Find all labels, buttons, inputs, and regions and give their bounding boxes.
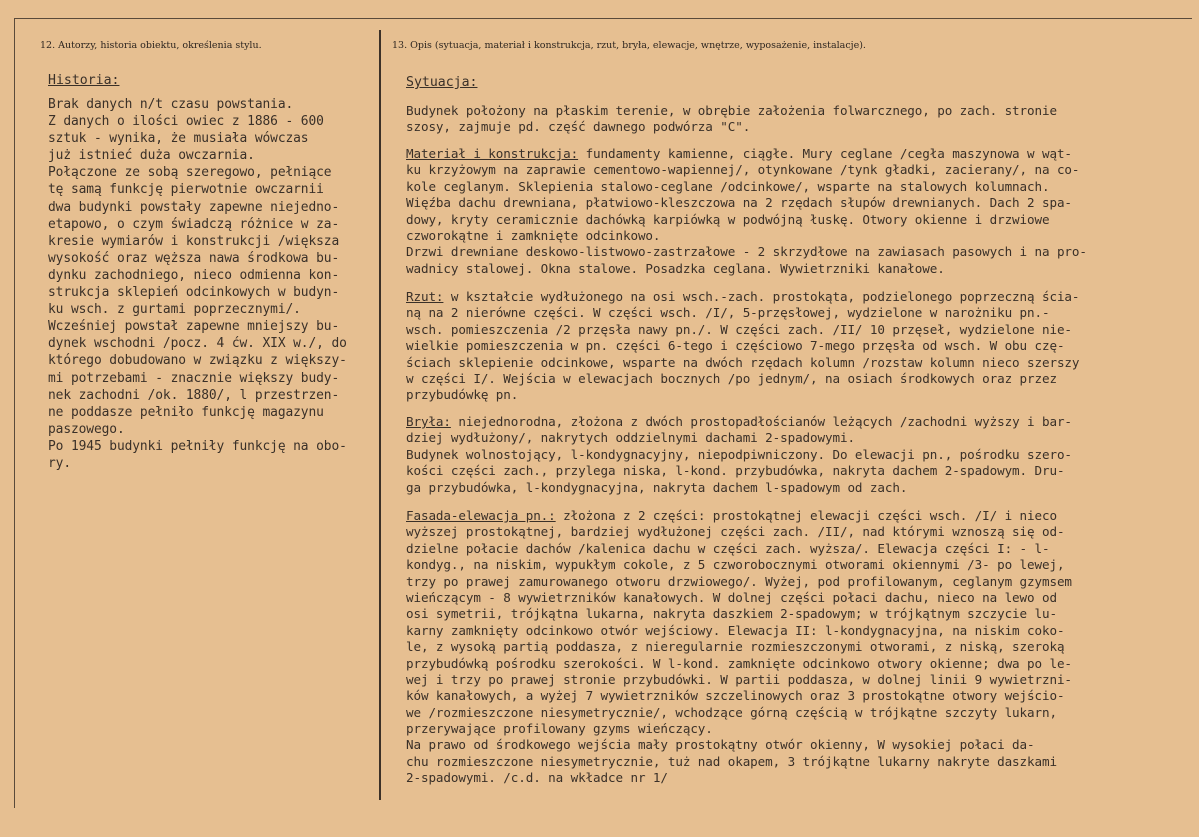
left-column-heading: 12. Autorzy, historia obiektu, określenia stylu. <box>40 40 262 51</box>
material-line: Drzwi drewniane deskowo-listwowo-zastrzałowe - 2 skrzydłowe na zawiasach pasowych i na pro- <box>406 244 1087 260</box>
historia-line: tę samą funkcję pierwotnie owczarnii <box>48 182 324 198</box>
material-label: Materiał i konstrukcja: <box>406 146 579 161</box>
historia-line: Wcześniej powstał zapewne mniejszy bu- <box>48 319 340 335</box>
rzut-label: Rzut: <box>406 289 444 304</box>
material-first-text: fundamenty kamienne, ciągłe. Mury ceglane /cegła maszynowa w wąt- <box>578 146 1072 161</box>
card-top-border <box>14 18 1192 19</box>
historia-line: Z danych o ilości owiec z 1886 - 600 <box>48 114 324 130</box>
bryla-line: Budynek wolnostojący, l-kondygnacyjny, niepodpiwniczony. Do elewacji pn., pośrodku szero- <box>406 446 1072 462</box>
historia-line: strukcja sklepień odcinkowych w budyn- <box>48 285 340 301</box>
material-line: Więźba dachu drewniana, płatwiowo-kleszczowa na 2 rzędach słupów drewnianych. Dach 2 spa- <box>406 195 1072 211</box>
fasada-line: wieńczącym - 8 wywietrzników kanałowych. W dolnej części połaci dachu, nieco na lewo od <box>406 589 1057 605</box>
material-section <box>406 146 1087 277</box>
historia-line: dwa budynki powstały zapewne niejedno- <box>48 199 340 215</box>
material-line: dowy, kryty ceramicznie dachówką karpiówką w podwójną łuskę. Otwory okienne i drzwiowe <box>406 211 1050 227</box>
bryla-label: Bryła: <box>406 414 451 429</box>
material-line: kole ceglanym. Sklepienia stalowo-ceglane /odcinkowe/, wsparte na stalowych kolumnach. <box>406 178 1050 194</box>
rzut-line: wsch. pomieszczenia /2 przęsła nawy pn./. W części zach. /II/ 10 przęseł, wydzielone nie- <box>406 321 1072 337</box>
fasada-line: wej i trzy po prawej stronie przybudówki. W partii poddasza, w dolnej linii 9 wywietrzni- <box>406 671 1072 687</box>
bryla-section <box>406 414 1072 496</box>
fasada-line: trzy po prawej zamurowanego otworu drzwiowego/. Wyżej, pod profilowanym, ceglanym gzymsem <box>406 573 1072 589</box>
card-left-border <box>14 18 15 808</box>
rzut-line: w części I/. Wejścia w elewacjach bocznych /po jednym/, na osiach środkowych oraz przez <box>406 370 1057 386</box>
historia-line: mi potrzebami - znacznie większy budy- <box>48 370 340 386</box>
historia-line: Po 1945 budynki pełniły funkcję na obo- <box>48 438 347 454</box>
historia-line: już istnieć duża owczarnia. <box>48 148 255 164</box>
historia-line: ne poddasze pełniło funkcję magazynu <box>48 404 324 420</box>
column-divider <box>379 30 381 800</box>
historia-line: sztuk - wynika, że musiała wówczas <box>48 131 309 147</box>
rzut-line: ściach sklepienie odcinkowe, wsparte na dwóch rzędach kolumn /rozstaw kolumn nieco szerszy <box>406 354 1080 370</box>
fasada-line: Na prawo od środkowego wejścia mały prostokątny otwór okienny, W wysokiej połaci da- <box>406 737 1035 753</box>
historia-line: Połączone ze sobą szeregowo, pełniące <box>48 165 332 181</box>
rzut-line: ną na 2 nierówne części. W części wsch. /I/, 5-przęsłowej, wydzielone w narożniku pn.- <box>406 305 1050 321</box>
fasada-line: przerywające profilowany gzyms wieńczący. <box>406 721 713 737</box>
right-column-heading: 13. Opis (sytuacja, materiał i konstrukcja, rzut, bryła, elewacje, wnętrze, wyposażenie, instalacje). <box>392 40 866 51</box>
sytuacja-text <box>406 103 1057 136</box>
fasada-line: we /rozmieszczone niesymetrycznie/, wchodzące górną częścią w trójkątne szczyty lukarn, <box>406 704 1057 720</box>
fasada-first-line <box>406 508 1072 524</box>
rzut-first-text: w kształcie wydłużonego na osi wsch.-zach. prostokąta, podzielonego poprzeczną ścia- <box>443 289 1080 304</box>
rzut-first-line <box>406 289 1079 305</box>
fasada-line: 2-spadowymi. /c.d. na wkładce nr 1/ <box>406 770 668 786</box>
bryla-line: kości części zach., przylega niska, l-kond. przybudówka, nakryta dachem 2-spadowym. Dru- <box>406 463 1065 479</box>
historia-line: etapowo, o czym świadczą różnice w za- <box>48 216 340 232</box>
material-first-line <box>406 146 1087 162</box>
historia-text <box>48 96 347 472</box>
fasada-section <box>406 508 1072 787</box>
material-line: wadnicy stalowej. Okna stalowe. Posadzka ceglana. Wywietrzniki kanałowe. <box>406 260 945 276</box>
historia-line: wysokość oraz węższa nawa środkowa bu- <box>48 250 340 266</box>
fasada-line: kondyg., na niskim, wypukłym cokole, z 5 czworobocznymi otworami okiennymi /3- po lewej, <box>406 557 1065 573</box>
bryla-first-line <box>406 414 1072 430</box>
fasada-line: przybudówką pośrodku szerokości. W l-kond. zamknięte odcinkowo otwory okienne; dwa po le- <box>406 655 1072 671</box>
fasada-line: osi symetrii, trójkątna lukarna, nakryta daszkiem 2-spadowym; w trójkątnym szczycie lu- <box>406 606 1057 622</box>
fasada-first-text: złożona z 2 części: prostokątnej elewacji części wsch. /I/ i nieco <box>555 508 1057 523</box>
fasada-line: dzielne połacie dachów /kalenica dachu w części zach. wyższa/. Elewacja części I: - l- <box>406 540 1050 556</box>
bryla-line: dziej wydłużony/, nakrytych oddzielnymi dachami 2-spadowymi. <box>406 430 855 446</box>
fasada-line: karny zamknięty odcinkowo otwór wejściowy. Elewacja II: l-kondygnacyjna, na niskim coko- <box>406 622 1065 638</box>
historia-line: nek zachodni /ok. 1880/, l przestrzen- <box>48 387 340 403</box>
historia-line: dynku zachodniego, nieco odmienna kon- <box>48 267 340 283</box>
sytuacja-title: Sytuacja: <box>406 75 478 90</box>
historia-line: którego dobudowano w związku z większy- <box>48 353 347 369</box>
material-line: czworokątne i zamknięte odcinkowo. <box>406 227 661 243</box>
historia-line: Brak danych n/t czasu powstania. <box>48 97 294 112</box>
bryla-first-text: niejednorodna, złożona z dwóch prostopadłościanów leżących /zachodni wyższy i bar- <box>450 414 1072 429</box>
bryla-line: ga przybudówka, l-kondygnacyjna, nakryta dachem l-spadowym od zach. <box>406 479 908 495</box>
rzut-section <box>406 289 1079 404</box>
material-line: ku krzyżowym na zaprawie cementowo-wapiennej/, otynkowane /tynk gładki, zacierany/, na co- <box>406 162 1080 178</box>
historia-line: paszowego. <box>48 421 125 437</box>
historia-line: ry. <box>48 455 71 471</box>
rzut-line: przybudówkę pn. <box>406 387 519 403</box>
historia-title: Historia: <box>48 73 120 88</box>
historia-line: ku wsch. z gurtami poprzecznymi/. <box>48 302 301 318</box>
fasada-line: ków kanałowych, a wyżej 7 wywietrzników szczelinowych oraz 3 prostokątne otwory wejścio- <box>406 688 1065 704</box>
fasada-line: wyższej prostokątnej, bardziej wydłużonej części zach. /II/, nad którymi wznoszą się od- <box>406 524 1065 540</box>
fasada-label: Fasada-elewacja pn.: <box>406 508 556 523</box>
historia-line: dynek wschodni /pocz. 4 ćw. XIX w./, do <box>48 336 347 352</box>
sytuacja-line: Budynek położony na płaskim terenie, w obrębie założenia folwarcznego, po zach. stronie <box>406 103 1057 118</box>
fasada-line: chu rozmieszczone niesymetrycznie, tuż nad okapem, 3 trójkątne lukarny nakryte daszkami <box>406 753 1057 769</box>
historia-line: kresie wymiarów i konstrukcji /większa <box>48 233 340 249</box>
sytuacja-line: szosy, zajmuje pd. część dawnego podwórza "C". <box>406 119 751 135</box>
fasada-line: le, z wysoką partią poddasza, z nieregularnie rozmieszczonymi otworami, z niską, szeroką <box>406 639 1065 655</box>
rzut-line: wielkie pomieszczenia w pn. części 6-tego i częściowo 7-mego przęsła od wsch. W obu czę- <box>406 338 1065 354</box>
